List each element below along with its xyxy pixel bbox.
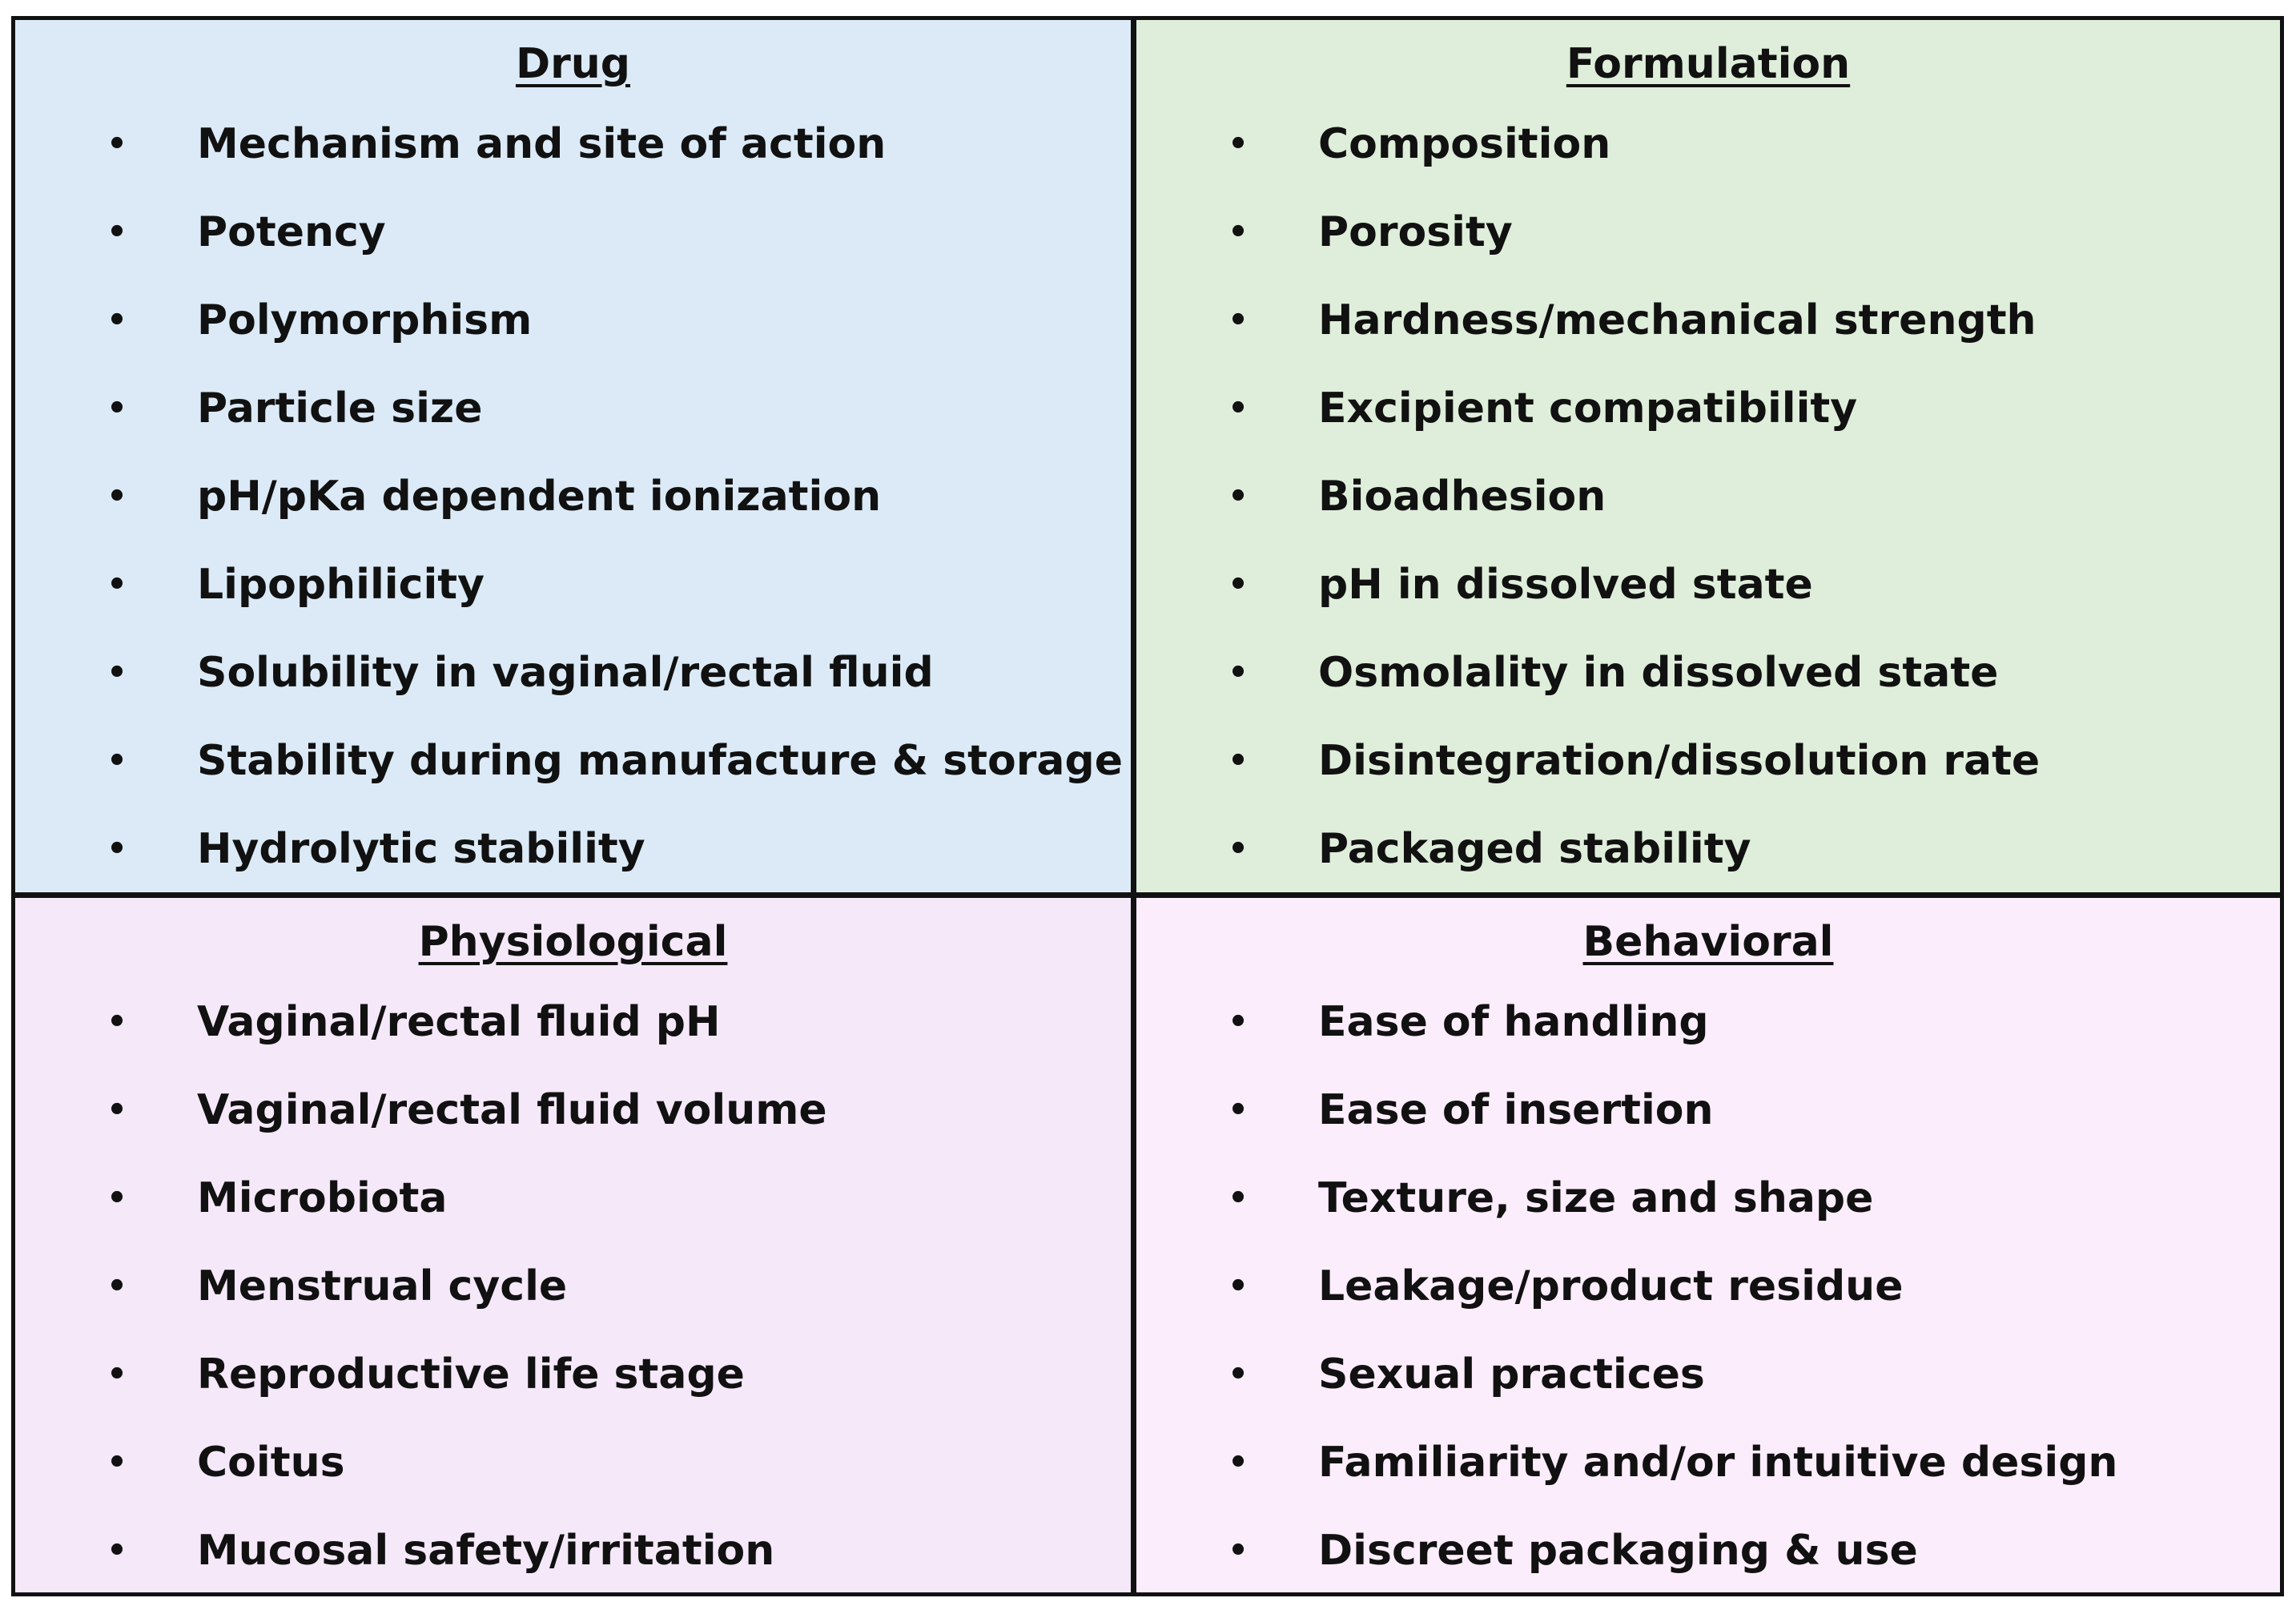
list-item-label: Vaginal/rectal fluid pH bbox=[197, 998, 721, 1046]
list-item-label: Texture, size and shape bbox=[1318, 1174, 1874, 1222]
bullet-icon: • bbox=[107, 390, 127, 427]
list-item-label: Menstrual cycle bbox=[197, 1262, 568, 1310]
bullet-icon: • bbox=[1228, 1092, 1249, 1129]
list-item bbox=[15, 296, 1131, 384]
list-item-label: Excipient compatibility bbox=[1318, 384, 1858, 433]
list-item bbox=[1136, 296, 2280, 384]
bullet-icon: • bbox=[1228, 1180, 1249, 1217]
bullet-icon: • bbox=[1228, 390, 1249, 427]
list-item-label: Microbiota bbox=[197, 1174, 448, 1222]
list-item-label: Sexual practices bbox=[1318, 1350, 1705, 1399]
bullet-icon: • bbox=[1228, 1356, 1249, 1393]
list-item bbox=[1136, 824, 2280, 898]
list-item-label: Coitus bbox=[197, 1439, 345, 1487]
bullet-icon: • bbox=[1228, 1532, 1249, 1569]
quadrant-title-behavioral: Behavioral bbox=[1582, 918, 1834, 966]
list-item-label: Disintegration/dissolution rate bbox=[1318, 737, 2041, 785]
bullet-icon: • bbox=[107, 831, 127, 867]
bullet-icon: • bbox=[107, 478, 127, 515]
bullet-icon: • bbox=[1228, 831, 1249, 867]
bullet-icon: • bbox=[1228, 302, 1249, 339]
list-item bbox=[15, 1350, 1131, 1438]
list-item bbox=[1136, 1526, 2280, 1592]
list-item-label: Ease of handling bbox=[1318, 998, 1709, 1046]
list-item bbox=[15, 1438, 1131, 1526]
bullet-icon: • bbox=[107, 214, 127, 251]
bullet-icon: • bbox=[1228, 1444, 1249, 1481]
item-list-formulation bbox=[1136, 119, 2280, 898]
bullet-icon: • bbox=[107, 566, 127, 603]
list-item-label: Packaged stability bbox=[1318, 825, 1751, 873]
list-item bbox=[1136, 119, 2280, 207]
list-item-label: Reproductive life stage bbox=[197, 1350, 745, 1399]
list-item-label: Potency bbox=[197, 208, 386, 256]
bullet-icon: • bbox=[107, 654, 127, 691]
list-item bbox=[1136, 1438, 2280, 1526]
list-item bbox=[15, 736, 1131, 824]
list-item bbox=[15, 560, 1131, 648]
list-item bbox=[1136, 736, 2280, 824]
list-item bbox=[15, 384, 1131, 472]
bullet-icon: • bbox=[1228, 214, 1249, 251]
list-item-label: Leakage/product residue bbox=[1318, 1262, 1904, 1310]
list-item bbox=[1136, 648, 2280, 736]
list-item bbox=[1136, 207, 2280, 296]
list-item-label: Polymorphism bbox=[197, 296, 533, 344]
bullet-icon: • bbox=[107, 1268, 127, 1305]
quadrant-formulation bbox=[1136, 20, 2280, 898]
list-item bbox=[15, 1085, 1131, 1173]
list-item-label: Hardness/mechanical strength bbox=[1318, 296, 2037, 344]
bullet-icon: • bbox=[107, 1532, 127, 1569]
list-item-label: Familiarity and/or intuitive design bbox=[1318, 1439, 2118, 1487]
list-item bbox=[15, 207, 1131, 296]
list-item bbox=[15, 119, 1131, 207]
list-item-label: Discreet packaging & use bbox=[1318, 1527, 1918, 1575]
list-item-label: Hydrolytic stability bbox=[197, 825, 645, 873]
list-item bbox=[15, 997, 1131, 1085]
bullet-icon: • bbox=[107, 1004, 127, 1040]
quadrant-title-formulation: Formulation bbox=[1566, 40, 1851, 88]
list-item bbox=[1136, 1350, 2280, 1438]
list-item bbox=[1136, 560, 2280, 648]
list-item bbox=[1136, 1173, 2280, 1262]
bullet-icon: • bbox=[107, 1180, 127, 1217]
item-list-behavioral bbox=[1136, 997, 2280, 1592]
bullet-icon: • bbox=[107, 1092, 127, 1129]
list-item bbox=[1136, 1262, 2280, 1350]
quadrant-drug bbox=[15, 20, 1136, 898]
list-item-label: Vaginal/rectal fluid volume bbox=[197, 1086, 827, 1134]
list-item-label: Porosity bbox=[1318, 208, 1513, 256]
bullet-icon: • bbox=[107, 743, 127, 779]
list-item-label: Mechanism and site of action bbox=[197, 120, 887, 168]
list-item bbox=[1136, 384, 2280, 472]
list-item-label: Osmolality in dissolved state bbox=[1318, 649, 1999, 697]
bullet-icon: • bbox=[107, 1444, 127, 1481]
quadrant-title-physiological: Physiological bbox=[418, 918, 728, 966]
bullet-icon: • bbox=[107, 302, 127, 339]
list-item bbox=[15, 1173, 1131, 1262]
quadrant-behavioral bbox=[1136, 898, 2280, 1592]
list-item-label: Solubility in vaginal/rectal fluid bbox=[197, 649, 934, 697]
list-item-label: pH/pKa dependent ionization bbox=[197, 473, 882, 521]
bullet-icon: • bbox=[1228, 1268, 1249, 1305]
quadrant-physiological bbox=[15, 898, 1136, 1592]
factor-grid bbox=[11, 16, 2284, 1596]
bullet-icon: • bbox=[1228, 1004, 1249, 1040]
bullet-icon: • bbox=[1228, 654, 1249, 691]
list-item-label: Stability during manufacture & storage bbox=[197, 737, 1123, 785]
list-item-label: Particle size bbox=[197, 384, 483, 433]
bullet-icon: • bbox=[1228, 126, 1249, 163]
list-item bbox=[15, 648, 1131, 736]
bullet-icon: • bbox=[107, 1356, 127, 1393]
item-list-physiological bbox=[15, 997, 1131, 1592]
list-item bbox=[15, 472, 1131, 560]
list-item bbox=[15, 824, 1131, 898]
list-item-label: Mucosal safety/irritation bbox=[197, 1527, 775, 1575]
list-item-label: Composition bbox=[1318, 120, 1611, 168]
bullet-icon: • bbox=[1228, 743, 1249, 779]
bullet-icon: • bbox=[1228, 478, 1249, 515]
list-item-label: pH in dissolved state bbox=[1318, 561, 1813, 609]
list-item-label: Bioadhesion bbox=[1318, 473, 1606, 521]
bullet-icon: • bbox=[1228, 566, 1249, 603]
list-item bbox=[1136, 472, 2280, 560]
list-item bbox=[15, 1526, 1131, 1592]
list-item-label: Ease of insertion bbox=[1318, 1086, 1714, 1134]
list-item-label: Lipophilicity bbox=[197, 561, 485, 609]
list-item bbox=[15, 1262, 1131, 1350]
list-item bbox=[1136, 1085, 2280, 1173]
list-item bbox=[1136, 997, 2280, 1085]
quadrant-title-drug: Drug bbox=[515, 40, 631, 88]
item-list-drug bbox=[15, 119, 1131, 898]
bullet-icon: • bbox=[107, 126, 127, 163]
